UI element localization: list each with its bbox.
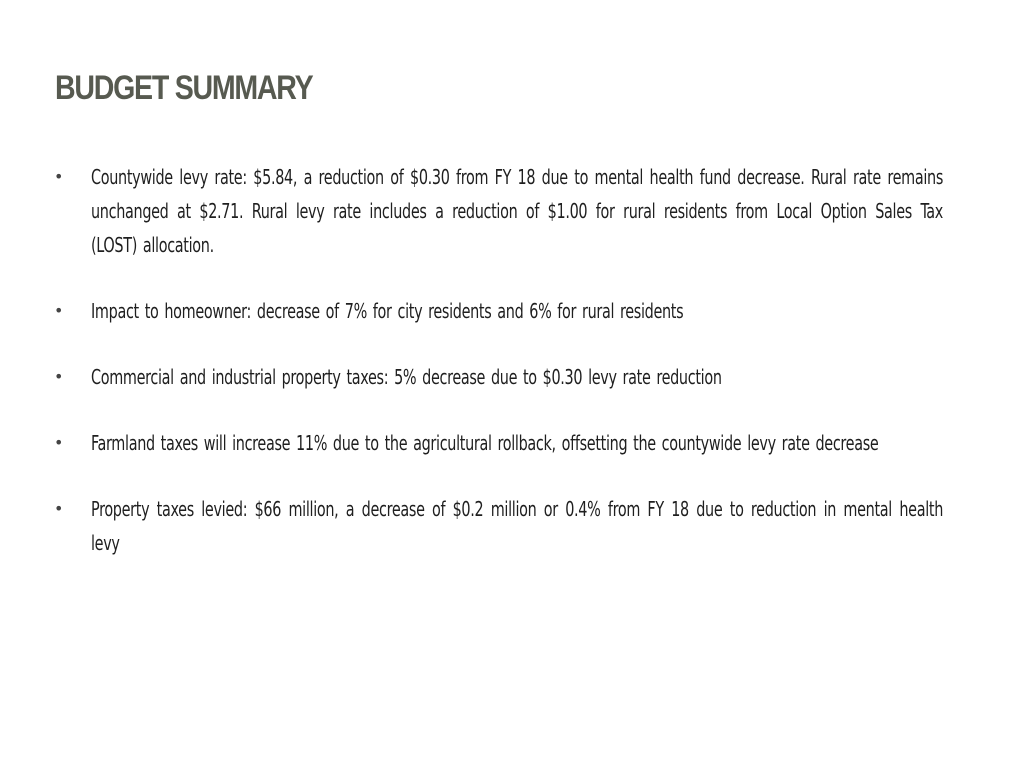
bullet-item-commercial-taxes <box>52 360 972 394</box>
bullet-text: Property taxes levied: $66 million, a decrease of $0.2 million or 0.4% from FY 18 due to reduction in mental health levy <box>91 497 943 555</box>
bullet-text: Impact to homeowner: decrease of 7% for city residents and 6% for rural residents <box>91 299 684 323</box>
bullet-marker: • <box>54 167 64 186</box>
bullet-text: Countywide levy rate: $5.84, a reduction of $0.30 from FY 18 due to mental health fund decrease. Rural rate remains unchanged at $2.71. Rural levy rate includes a reduction of $1.00 for rural residents from Local Option Sales Tax (LOST) allocation. <box>91 165 943 257</box>
bullet-list <box>52 160 972 592</box>
bullet-marker: • <box>54 499 64 518</box>
bullet-text: Farmland taxes will increase 11% due to the agricultural rollback, offsetting the countywide levy rate decrease <box>91 431 879 455</box>
bullet-marker: • <box>54 433 64 452</box>
bullet-marker: • <box>54 367 64 386</box>
slide-title: BUDGET SUMMARY <box>55 69 313 107</box>
bullet-marker: • <box>54 301 64 320</box>
bullet-item-levy-rate <box>52 160 972 262</box>
bullet-item-farmland-taxes <box>52 426 972 460</box>
bullet-item-taxes-levied <box>52 492 972 560</box>
bullet-text: Commercial and industrial property taxes: 5% decrease due to $0.30 levy rate reduction <box>91 365 722 389</box>
bullet-item-homeowner-impact <box>52 294 972 328</box>
